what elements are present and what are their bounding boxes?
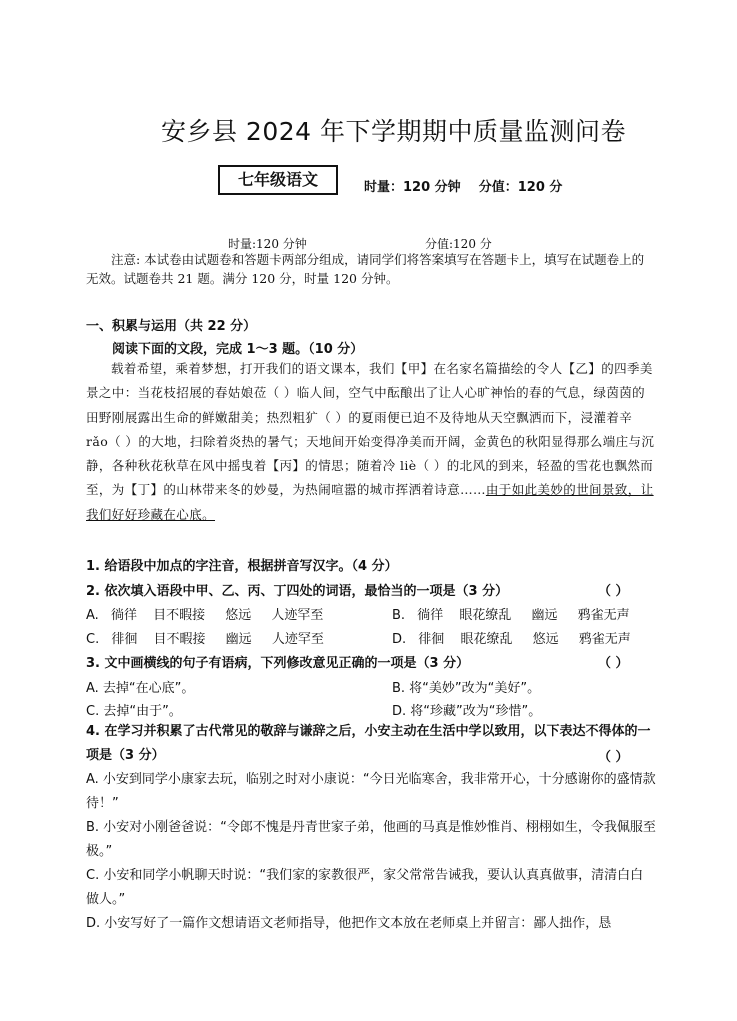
sub-score-label: 分值:120 分: [425, 237, 492, 251]
q4-option-b: B. 小安对小刚爸爸说：“令郎不愧是丹青世家子弟，他画的马真是惟妙惟肖、栩栩如生，令我佩服至极。”: [86, 820, 656, 859]
option-word: 目不暇接: [153, 608, 206, 623]
question-2-answer-paren: （ ）: [598, 584, 629, 599]
option-word: 眼花缭乱: [460, 632, 513, 647]
option-label: B.: [392, 608, 406, 623]
option-label: A.: [86, 608, 99, 623]
option-word: 幽远: [225, 632, 252, 647]
q4-option-a: A. 小安到同学小康家去玩，临别之时对小康说：“今日光临寒舍，我非常开心，十分感谢你的盛情款待！”: [86, 772, 656, 811]
option-word: 悠远: [225, 608, 252, 623]
q2-option-a: [86, 604, 323, 623]
option-word: 鸦雀无声: [578, 632, 631, 647]
exam-notice: 注意: 本试卷由试题卷和答题卡两部分组成，请同学们将答案填写在答题卡上，填写在试题卷上的无效。试题卷共 21 题。满分 120 分，时量 120 分钟。: [86, 252, 645, 286]
q3-option-d: D. 将“珍藏”改为“珍惜”。: [392, 704, 542, 719]
question-4: 4. 在学习并积累了古代常见的敬辞与谦辞之后，小安主动在生活中学以致用，以下表达不得体的一项是（3 分）: [86, 724, 651, 763]
question-2: 2. 依次填入语段中甲、乙、丙、丁四处的词语，最恰当的一项是（3 分）: [86, 584, 509, 599]
option-word: 徘徊: [111, 632, 138, 647]
q2-option-b: [392, 604, 630, 623]
option-word: 人迹罕至: [271, 632, 324, 647]
question-3-answer-paren: （ ）: [598, 656, 629, 671]
q2-option-d: [392, 628, 631, 647]
q4-option-d: D. 小安写好了一篇作文想请语文老师指导，他把作文本放在老师桌上并留言：鄙人拙作，恳: [86, 916, 612, 931]
option-word: 幽远: [531, 608, 558, 623]
q2-option-c: [86, 628, 324, 647]
option-label: D.: [392, 632, 407, 647]
q3-option-c: C. 去掉“由于”。: [86, 704, 182, 719]
option-word: 人迹罕至: [271, 608, 324, 623]
question-3: 3. 文中画横线的句子有语病，下列修改意见正确的一项是（3 分）: [86, 656, 470, 671]
time-score-info: 时量：120 分钟 分值：120 分: [364, 180, 563, 195]
option-word: 目不暇接: [153, 632, 206, 647]
option-word: 徜徉: [417, 608, 444, 623]
exam-title: 安乡县 2024 年下学期期中质量监测问卷: [160, 117, 627, 146]
question-4-answer-paren: （ ）: [598, 750, 629, 765]
option-label: C.: [86, 632, 100, 647]
reading-heading: 阅读下面的文段，完成 1～3 题。（10 分）: [112, 342, 364, 357]
reading-passage: [86, 357, 656, 527]
q4-option-c: C. 小安和同学小帆聊天时说：“我们家的家教很严，家父常常告诫我，要认认真真做事，清清白白做人。”: [86, 868, 644, 907]
passage-text: 载着希望，乘着梦想，打开我们的语文课本，我们【甲】在名家名篇描绘的令人【乙】的四季美景之中：当花枝招展的春姑娘莅（ ）临人间，空气中酝酿出了让人心旷神怡的春的气息，绿茵茵的田野刚展露出生命的鲜嫩甜美；热烈粗犷（ ）的夏雨便已迫不及待地从天空飘洒而下，浸灌着辛 rǎo（ ）的大地，扫除着炎热的暑气；天地间开始变得净美而开阔，金黄色的秋阳显得那么端庄与沉静，各种秋花秋草在风中摇曳着【丙】的情思；随着冷 liè（ ）的北风的到来，轻盈的雪花也飘然而至，为【丁】的山林带来冬的妙曼，为热闹喧嚣的城市挥洒着诗意……: [86, 361, 655, 498]
option-word: 悠远: [532, 632, 559, 647]
q3-option-b: B. 将“美妙”改为“美好”。: [392, 681, 541, 696]
grade-subject-box: 七年级语文: [218, 165, 338, 195]
q3-option-a: A. 去掉“在心底”。: [86, 681, 195, 696]
passage-underlined-sentence: 由于如此美妙的世间景致，让我们好好珍藏在心底。: [86, 482, 654, 522]
option-word: 眼花缭乱: [459, 608, 512, 623]
option-word: 徘徊: [418, 632, 445, 647]
question-1: 1. 给语段中加点的字注音，根据拼音写汉字。（4 分）: [86, 559, 398, 574]
sub-time-label: 时量:120 分钟: [228, 237, 307, 251]
option-word: 鸦雀无声: [577, 608, 630, 623]
option-word: 徜徉: [110, 608, 137, 623]
section-heading: 一、积累与运用（共 22 分）: [86, 319, 257, 334]
